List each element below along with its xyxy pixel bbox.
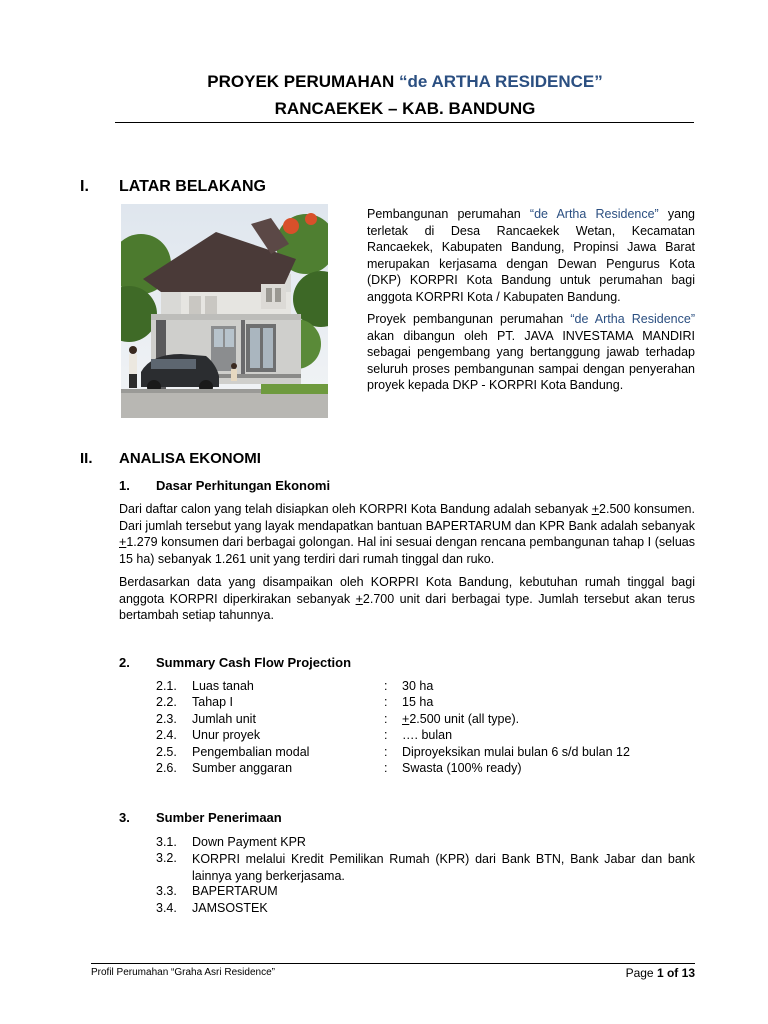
row-label: BAPERTARUM: [192, 884, 278, 898]
row-number: 2.2.: [156, 695, 177, 709]
row-number: 3.1.: [156, 835, 177, 849]
row-number: 3.4.: [156, 901, 177, 915]
title-prefix: PROYEK PERUMAHAN: [207, 72, 395, 91]
row-colon: :: [384, 679, 388, 693]
subsection-2-title: Summary Cash Flow Projection: [156, 655, 352, 670]
subsection-1-paragraph-2: [119, 574, 695, 624]
row-number: 2.3.: [156, 712, 177, 726]
row-colon: :: [384, 695, 388, 709]
subsection-1-title: Dasar Perhitungan Ekonomi: [156, 478, 331, 493]
p2-project-name: “de Artha Residence”: [570, 312, 695, 326]
row-colon: :: [384, 728, 388, 742]
page-current: 1: [656, 966, 664, 980]
subsection-1-number: 1.: [119, 478, 130, 493]
plus-minus-symbol: +: [355, 591, 363, 606]
row-number: 3.2.: [156, 851, 177, 865]
s1p1-c: 1.279 konsumen dari berbagai golongan. Hal ini sesuai dengan rencana pembangunan tahap I (seluas 15 ha) sebanyak 1.261 unit yang terdiri dari rumah tinggal dan ruko.: [119, 535, 695, 566]
row-value: Swasta (100% ready): [402, 761, 522, 775]
page-label: Page: [625, 966, 654, 980]
footer-document-name: Profil Perumahan “Graha Asri Residence”: [91, 967, 275, 978]
row-value: …. bulan: [402, 728, 453, 742]
s1p2-a: Berdasarkan data yang disampaikan oleh KORPRI Kota Bandung, kebutuhan rumah tinggal bagi anggota KORPRI diperkirakan sebanyak: [119, 575, 695, 606]
section-1-title: LATAR BELAKANG: [119, 178, 266, 195]
section-1-paragraph-1: [367, 206, 695, 305]
plus-minus-symbol: +: [591, 502, 600, 516]
row-number: 2.1.: [156, 679, 177, 693]
footer-page-number: [560, 966, 695, 980]
subsection-2-number: 2.: [119, 655, 130, 670]
row-label: KORPRI melalui Kredit Pemilikan Rumah (KPR) dari Bank BTN, Bank Jabar dan bank lainnya yang berkerjasama.: [192, 852, 695, 883]
subsection-3-number: 3.: [119, 810, 130, 825]
row-label: Pengembalian modal: [192, 745, 310, 759]
subsection-3-title: Sumber Penerimaan: [156, 810, 282, 825]
row-label: Tahap I: [192, 695, 234, 709]
income-source-row: [156, 851, 695, 885]
row-label: Unur proyek: [192, 728, 261, 742]
row-label: Sumber anggaran: [192, 761, 293, 775]
title-project-name: “de ARTHA RESIDENCE”: [399, 72, 603, 91]
section-1-paragraph-2: [367, 311, 695, 394]
row-colon: :: [384, 761, 388, 775]
p2-text-b: akan dibangun oleh PT. JAVA INVESTAMA MANDIRI sebagai pengembang yang bertanggung jawab terhadap seluruh proses pembangunan sampai dengan penyerahan proyek kepada DKP - KORPRI Kota Bandung.: [367, 328, 695, 392]
section-1-number: I.: [80, 178, 89, 195]
row-number: 2.5.: [156, 745, 177, 759]
house-photo: [121, 204, 328, 418]
row-value: Diproyeksikan mulai bulan 6 s/d bulan 12: [402, 745, 630, 759]
p1-text-b: yang terletak di Desa Rancaekek Wetan, Kecamatan Rancaekek, Kabupaten Bandung, Propinsi Jawa Barat merupakan kerjasama dengan Dewan Pengurus Kota (DKP) KORPRI Kota Bandung untuk perumahan bagi anggota KORPRI Kota / Kabupaten Bandung.: [367, 207, 695, 304]
page-of: of: [666, 966, 679, 980]
plus-minus-symbol: +: [119, 535, 127, 549]
row-number: 3.3.: [156, 884, 177, 898]
row-label: Down Payment KPR: [192, 835, 306, 849]
row-number: 2.6.: [156, 761, 177, 775]
s1p1-a: Dari daftar calon yang telah disiapkan oleh KORPRI Kota Bandung adalah sebanyak: [119, 502, 592, 516]
page-total: 13: [681, 966, 695, 980]
p2-text-a: Proyek pembangunan perumahan: [367, 312, 564, 326]
p1-project-name: “de Artha Residence”: [529, 207, 659, 221]
row-label: JAMSOSTEK: [192, 901, 268, 915]
row-value: 15 ha: [402, 695, 434, 709]
footer-rule: [91, 963, 695, 964]
plus-minus-symbol: +: [402, 712, 410, 726]
title-underline: [115, 122, 694, 123]
document-subtitle: RANCAEKEK – KAB. BANDUNG: [274, 99, 536, 118]
row-value-text: 2.500 unit (all type).: [409, 712, 520, 726]
row-value: [402, 712, 519, 726]
section-2-number: II.: [80, 450, 93, 467]
row-value: 30 ha: [402, 679, 434, 693]
section-2-title: ANALISA EKONOMI: [119, 450, 261, 467]
row-label: Jumlah unit: [192, 712, 256, 726]
row-label: Luas tanah: [192, 679, 254, 693]
row-colon: :: [384, 712, 388, 726]
row-number: 2.4.: [156, 728, 177, 742]
subsection-1-paragraph-1: [119, 501, 695, 567]
document-title: [115, 72, 695, 92]
s1p2-b: 2.700 unit dari berbagai type. Jumlah tersebut akan terus bertambah setiap tahunnya.: [119, 591, 695, 622]
p1-text-a: Pembangunan perumahan: [367, 207, 521, 221]
s1p1-b: 2.500 konsumen. Dari jumlah tersebut yang layak mendapatkan bantuan BAPERTARUM dan KPR Bank adalah sebanyak: [119, 502, 695, 533]
row-colon: :: [384, 745, 388, 759]
